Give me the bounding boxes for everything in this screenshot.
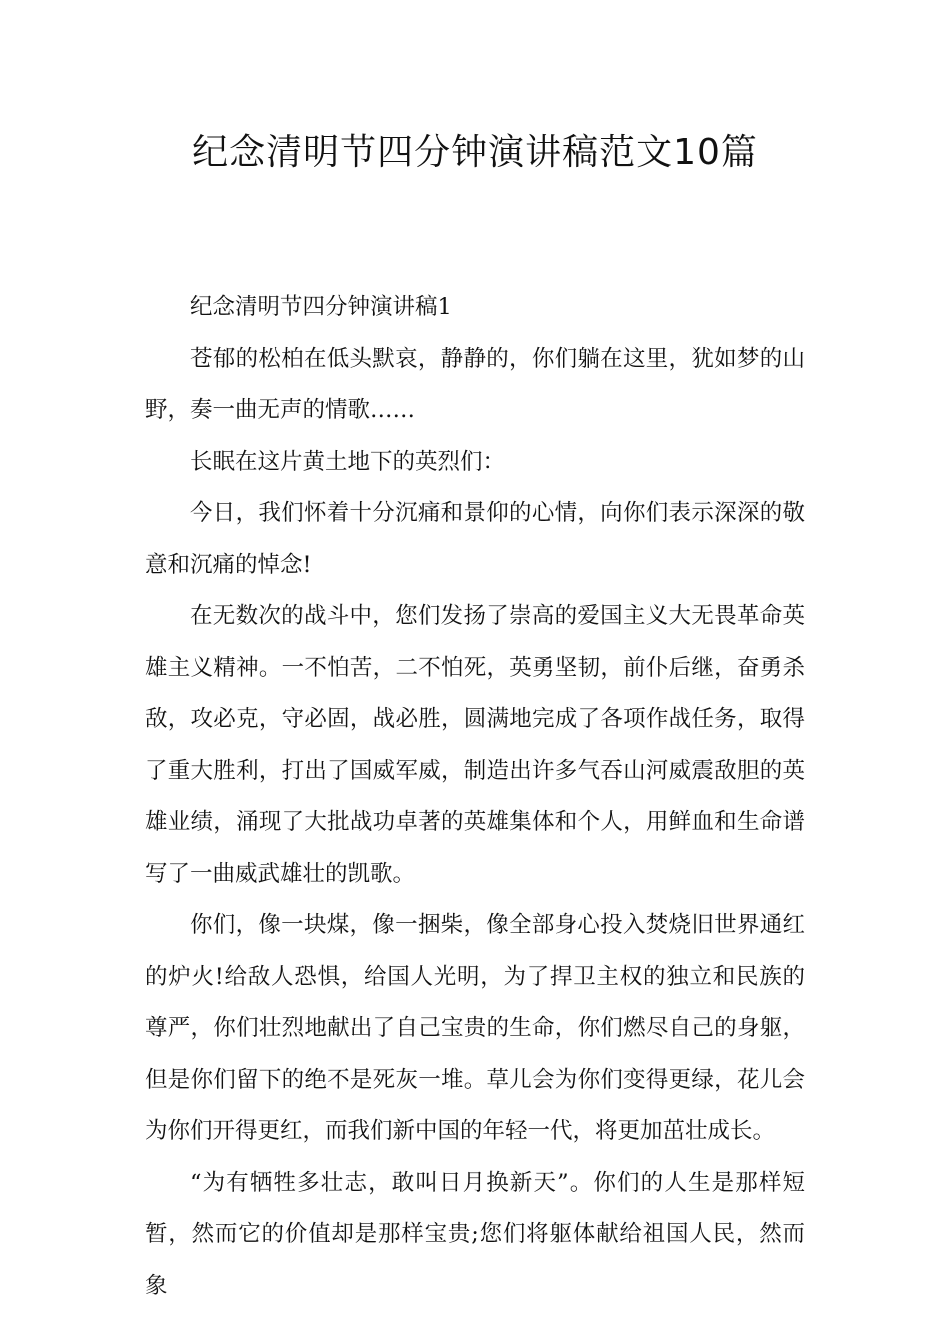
document-title: 纪念清明节四分钟演讲稿范文10篇 bbox=[192, 132, 758, 173]
paragraph: 苍郁的松柏在低头默哀，静静的，你们躺在这里，犹如梦的山野，奏一曲无声的情歌…… bbox=[145, 345, 805, 423]
paragraph: 在无数次的战斗中，您们发扬了崇高的爱国主义大无畏革命英雄主义精神。一不怕苦，二不怕死，英勇坚韧，前仆后继，奋勇杀敌，攻必克，守必固，战必胜，圆满地完成了各项作战任务，取得了重大胜利，打出了国威军威，制造出许多气吞山河威震敌胆的英雄业绩，涌现了大批战功卓著的英雄集体和个人，用鲜血和生命谱写了一曲威武雄壮的凯歌。 bbox=[145, 603, 805, 887]
document-body bbox=[145, 282, 805, 1312]
section-heading: 纪念清明节四分钟演讲稿1 bbox=[190, 294, 452, 320]
paragraph: 你们，像一块煤，像一捆柴，像全部身心投入焚烧旧世界通红的炉火!给敌人恐惧，给国人光明，为了捍卫主权的独立和民族的尊严，你们壮烈地献出了自己宝贵的生命，你们燃尽自己的身躯，但是你们留下的绝不是死灰一堆。草儿会为你们变得更绿，花儿会为你们开得更红，而我们新中国的年轻一代，将更加茁壮成长。 bbox=[145, 912, 805, 1144]
paragraph: “为有牺牲多壮志，敢叫日月换新天”。你们的人生是那样短暂，然而它的价值却是那样宝贵;您们将躯体献给祖国人民，然而象 bbox=[145, 1169, 805, 1299]
paragraph: 今日，我们怀着十分沉痛和景仰的心情，向你们表示深深的敬意和沉痛的悼念! bbox=[145, 500, 805, 578]
paragraph: 长眠在这片黄土地下的英烈们： bbox=[190, 448, 506, 475]
